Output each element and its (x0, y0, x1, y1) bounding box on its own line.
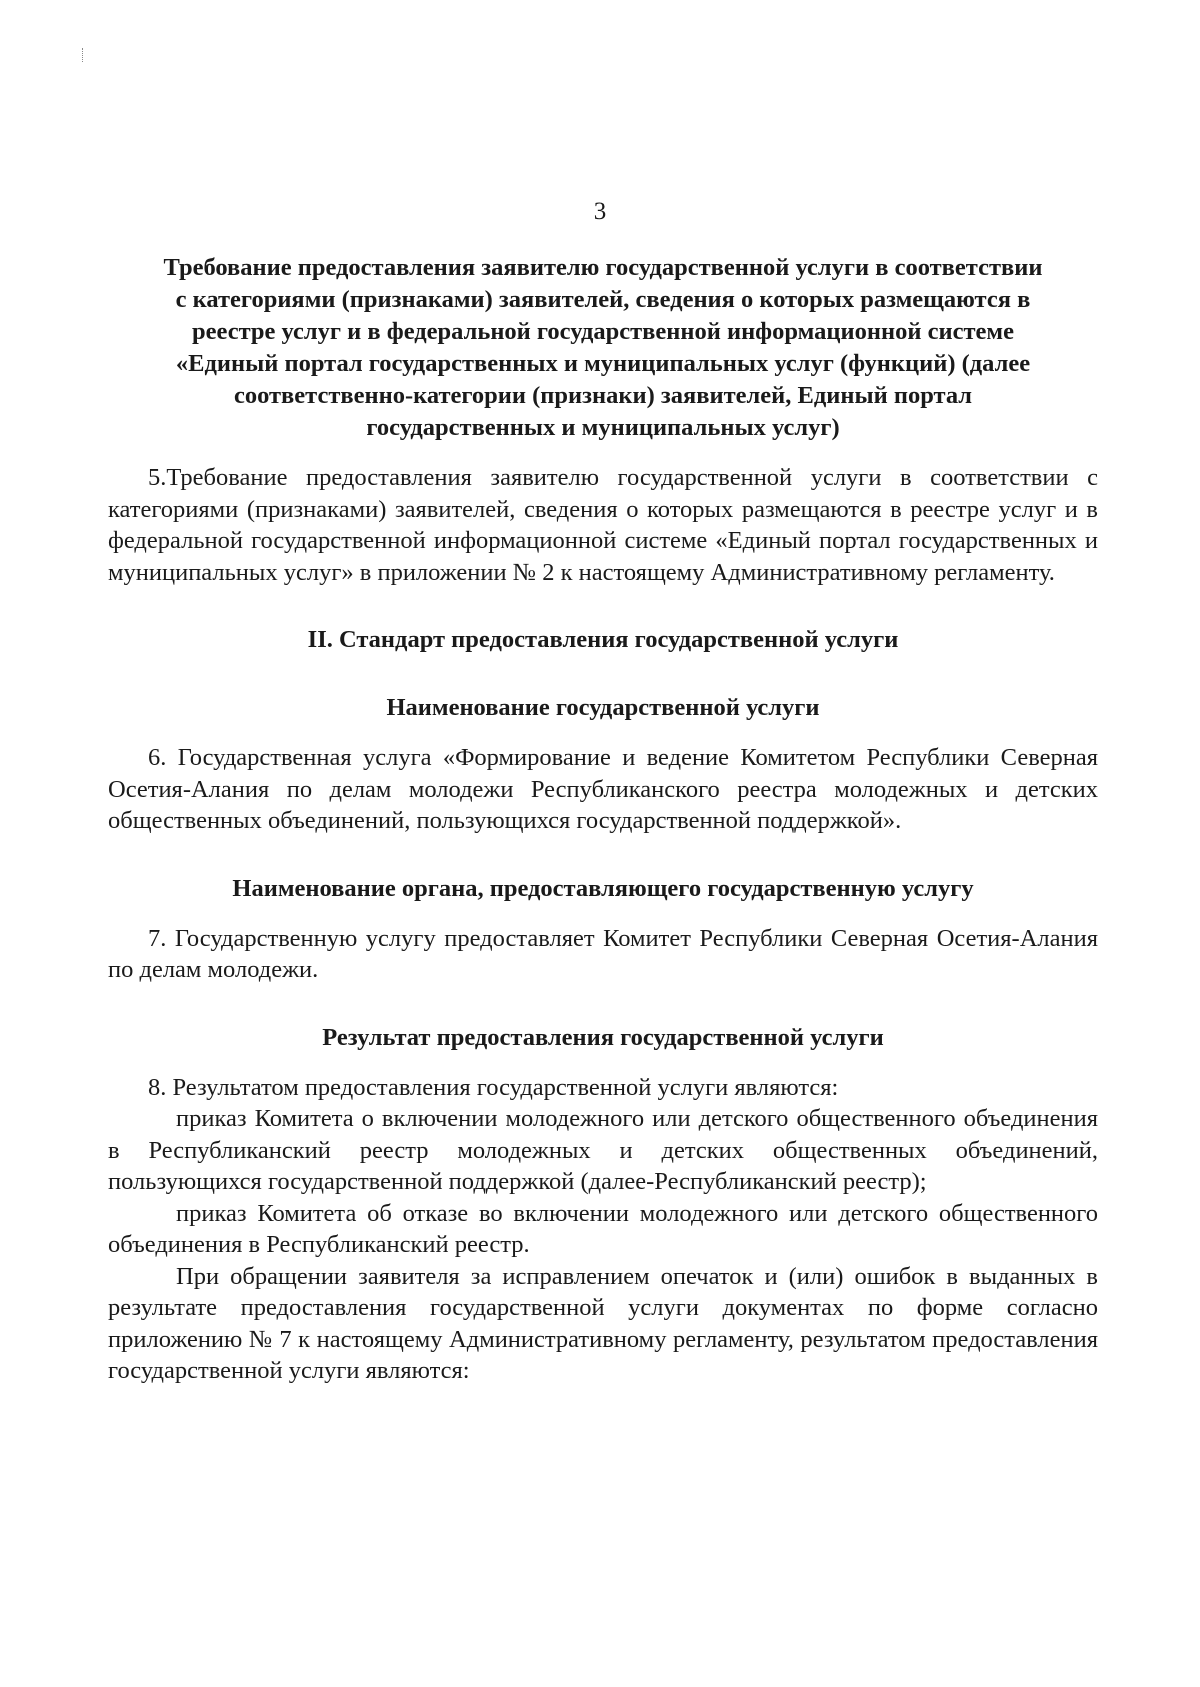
paragraph-8-correction: При обращении заявителя за исправлением опечаток и (или) ошибок в выданных в результате предоставления государственной услуги документах по форме согласно приложению № 7 к настоящему Административному регламенту, результатом предоставления государственной услуги являются: (108, 1262, 1098, 1384)
section-title-standard: II. Стандарт предоставления государственной услуги (307, 626, 899, 653)
heading-result: Результат предоставления государственной услуги (322, 1023, 884, 1051)
heading-body-name: Наименование органа, предоставляющего государственную услугу (232, 874, 974, 902)
document-body (108, 252, 1098, 1387)
paragraph-6: 6. Государственная услуга «Формирование и ведение Комитетом Республики Северная Осетия-Алания по делам молодежи Республиканского реестра молодежных и детских общественных объединений, пользующихся государственной поддержкой». (108, 744, 1098, 834)
paragraph-5: 5.Требование предоставления заявителю государственной услуги в соответствии с категориями (признаками) заявителей, сведения о которых размещаются в реестре услуг и в федеральной государственной информационной системе «Единый портал государственных и муниципальных услуг» в приложении № 2 к настоящему Административному регламенту. (108, 464, 1098, 586)
paragraph-7: 7. Государственную услугу предоставляет Комитет Республики Северная Осетия-Алания по делам молодежи. (108, 924, 1098, 983)
paragraph-8: 8. Результатом предоставления государственной услуги являются: (148, 1073, 839, 1101)
paragraph-8-item-2: приказ Комитета об отказе во включении молодежного или детского общественного объединения в Республиканский реестр. (108, 1199, 1098, 1258)
heading-service-name: Наименование государственной услуги (386, 694, 820, 721)
scan-artifact (82, 48, 85, 62)
section-heading-requirement: Требование предоставления заявителю государственной услуги в соответствии с категориями (признаками) заявителей, сведения о которых размещаются в реестре услуг и в федеральной государственной информационной системе «Единый портал государственных и муниципальных услуг (функций) (далее соответственно-категории (признаки) заявителей, Единый портал государственных и муниципальных услуг) (163, 254, 1043, 441)
paragraph-8-item-1: приказ Комитета о включении молодежного или детского общественного объединения в Республиканский реестр молодежных и детских общественных объединений, пользующихся государственной поддержкой (далее-Республиканский реестр); (108, 1105, 1098, 1195)
page-number: 3 (593, 198, 607, 225)
